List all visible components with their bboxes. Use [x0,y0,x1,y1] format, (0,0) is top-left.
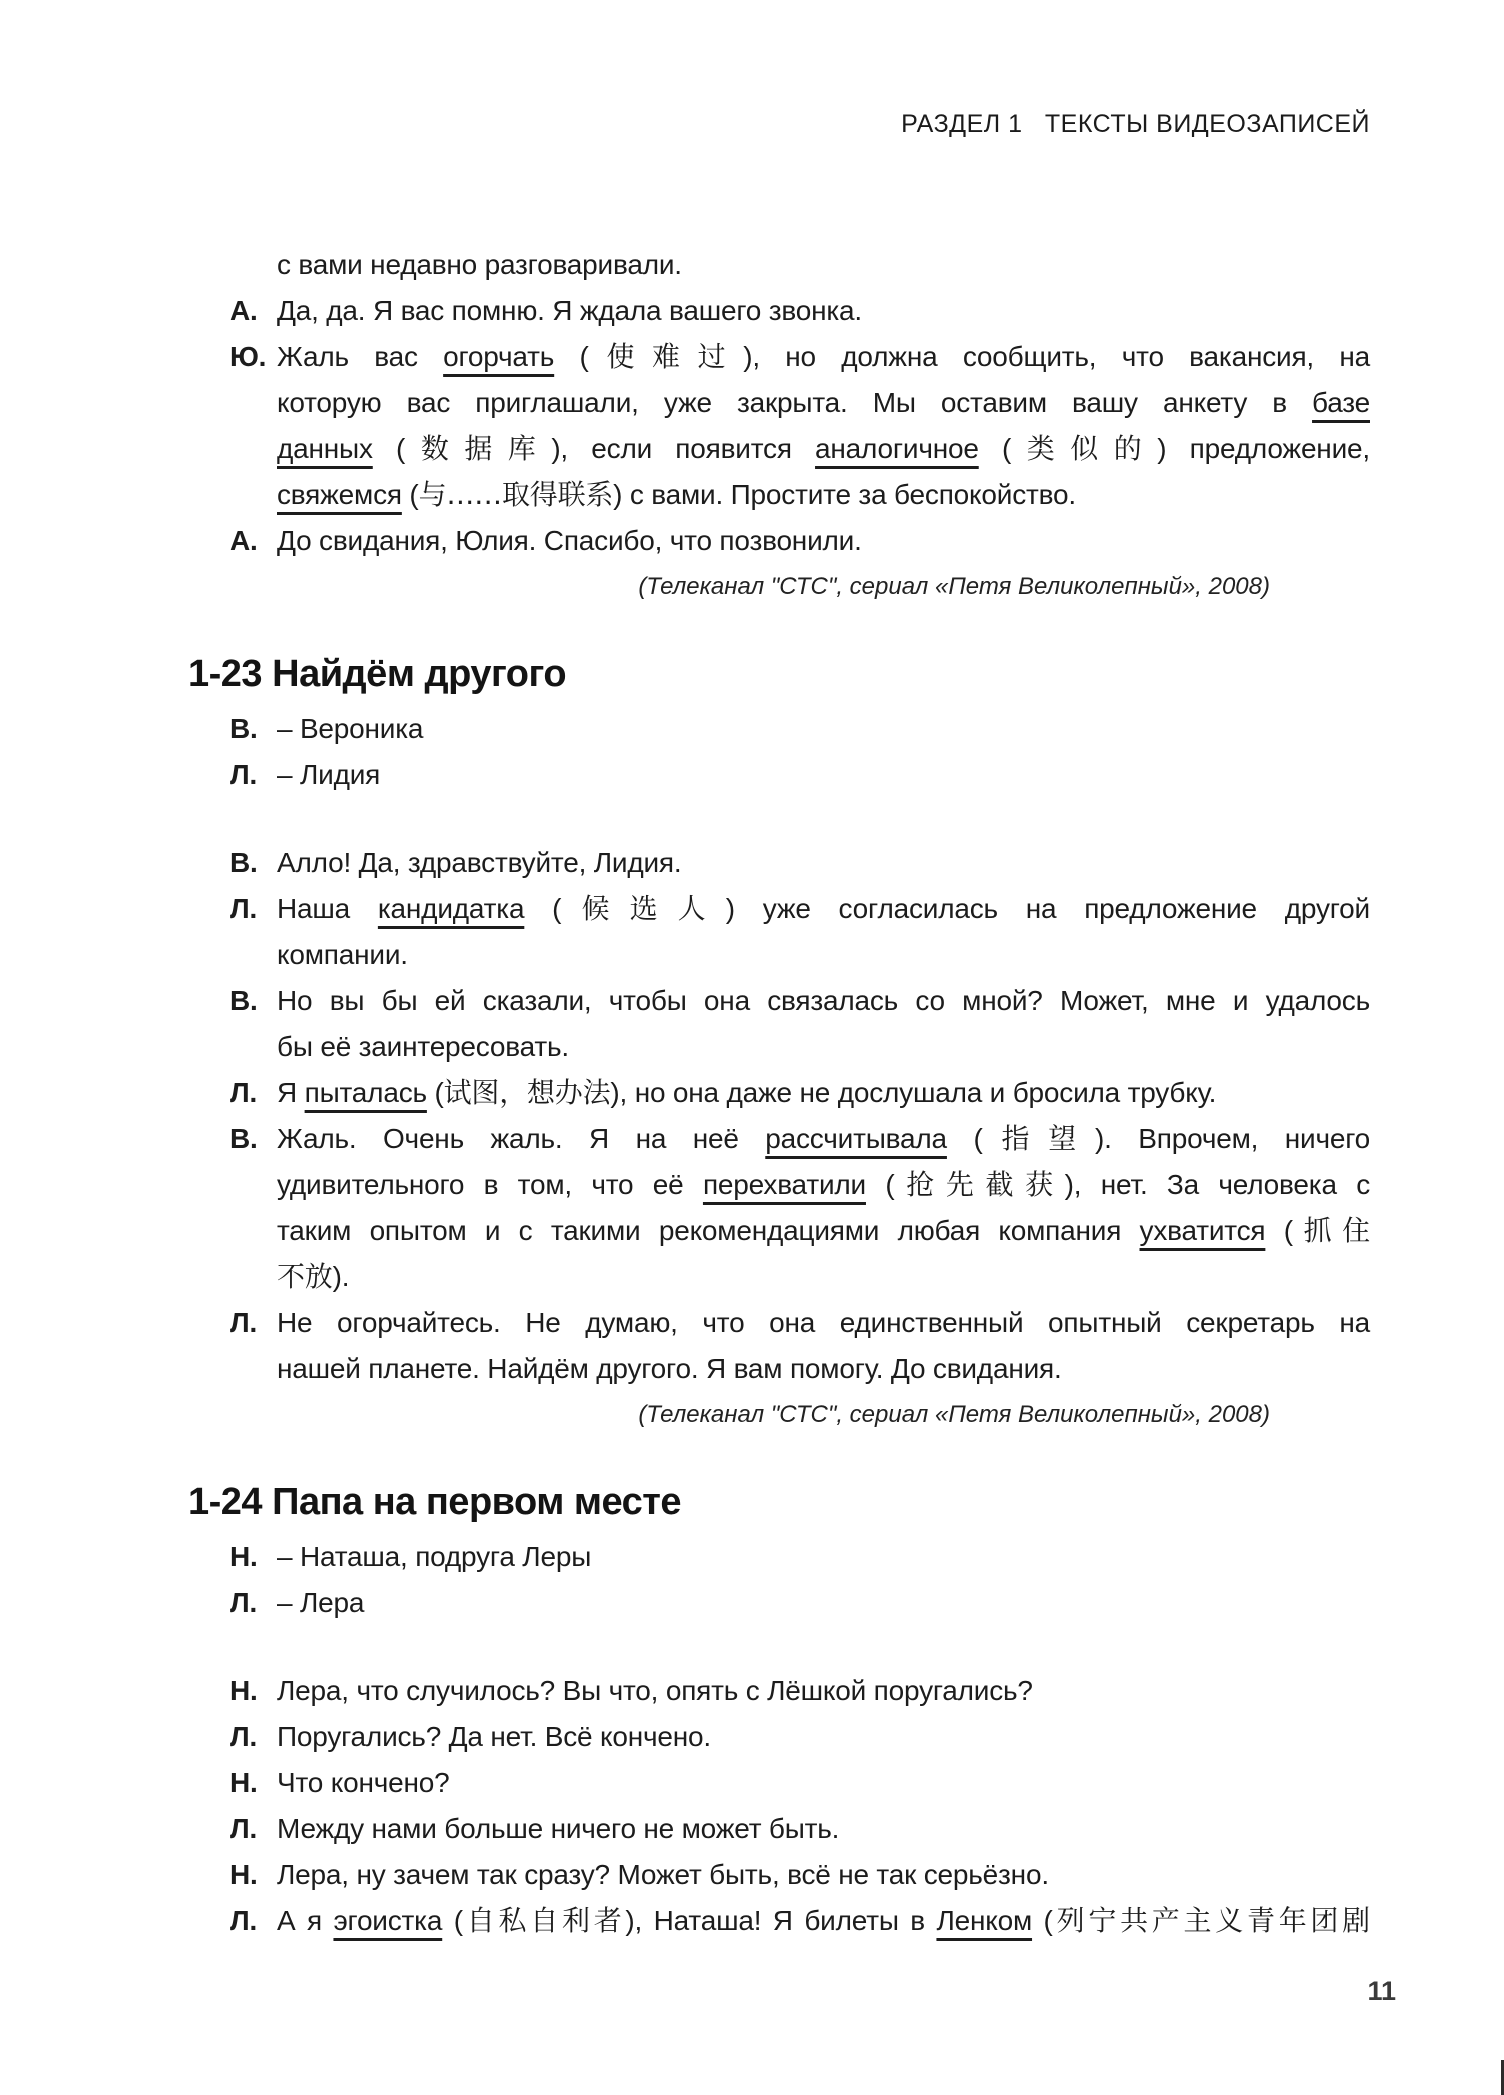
text-run: таким опытом и с такими рекомендациями любая компания [277,1215,1140,1246]
text-run: ( [978,433,1012,464]
text-run: Поругались? Да нет. Всё кончено. [277,1721,711,1752]
text-line [277,1760,1370,1806]
text-run: нашей планете. Найдём другого. Я вам помогу. До свидания. [277,1353,1062,1384]
text-line [277,334,1370,380]
text-line [277,426,1370,472]
dialogue-line [230,1760,1370,1806]
chinese-gloss: 候选人 [561,892,726,925]
text-line [277,886,1370,932]
speaker-label: Н. [230,1541,258,1572]
text-run: ), нет. За человека с [1064,1169,1370,1200]
underlined-term: кандидатка [377,893,525,924]
dialogue-line [230,978,1370,1070]
dialogue-line [230,1070,1370,1116]
text-line [277,1116,1370,1162]
section-number: 1-23 [188,653,273,695]
text-run: ( [524,893,562,924]
chinese-gloss: 抓住 [1292,1214,1370,1247]
dialogue-line [230,1668,1370,1714]
text-run: Да, да. Я вас помню. Я ждала вашего звонка. [277,295,862,326]
cast-line [230,1534,1370,1580]
text-run: удивительного в том, что её [277,1169,703,1200]
dialogue-line [230,1852,1370,1898]
speaker-label: В. [230,1123,258,1154]
text-run: ). Впрочем, ничего [1095,1123,1370,1154]
text-run: с вами недавно разговаривали. [277,249,682,280]
text-run: ), но она даже не дослушала и бросила трубку. [610,1077,1217,1108]
text-line [277,288,1370,334]
speaker-label: Ю. [230,341,267,372]
text-line [277,518,1370,564]
text-run: ). [332,1261,350,1292]
speaker-label: Л. [230,1307,258,1338]
text-run: ) предложение, [1157,433,1370,464]
page-number: 11 [1367,1976,1396,2006]
text-line [277,1346,1370,1392]
text-run: Но вы бы ей сказали, чтобы она связалась со мной? Может, мне и удалось [277,985,1370,1016]
cast-line [230,1580,1370,1626]
text-run: Жаль вас [277,341,444,372]
underlined-term: огорчать [443,341,555,372]
text-line [277,1162,1370,1208]
underlined-term: данных [277,433,373,464]
dialogue-line [230,1806,1370,1852]
section-heading [188,650,1370,698]
text-run: Я [277,1077,305,1108]
underlined-term: базе [1312,387,1370,418]
text-run: Жаль. Очень жаль. Я на неё [277,1123,766,1154]
text-run: ( [1265,1215,1293,1246]
text-run: Между нами больше ничего не может быть. [277,1813,840,1844]
text-run: Алло! Да, здравствуйте, Лидия. [277,847,682,878]
text-line [277,1254,1370,1300]
text-run: ) уже согласилась на предложение другой [725,893,1370,924]
speaker-label: Л. [230,1905,258,1936]
text-line [277,1070,1370,1116]
cast-line [230,706,1370,752]
speaker-label: В. [230,985,258,1016]
chinese-gloss: 试图，想办法 [443,1076,611,1109]
speaker-label: В. [230,847,258,878]
text-run: ( [401,479,419,510]
text-run: компании. [277,939,408,970]
text-line [277,1668,1370,1714]
underlined-term: перехватили [702,1169,866,1200]
text-line [277,1898,1370,1944]
text-run: ) с вами. Простите за беспокойство. [613,479,1076,510]
text-run: До свидания, Юлия. Спасибо, что позвонили. [277,525,862,556]
underlined-term: Ленком [936,1905,1033,1936]
running-header: РАЗДЕЛ 1 ТЕКСТЫ ВИДЕОЗАПИСЕЙ [901,110,1370,138]
cast-name: – Лидия [277,759,381,790]
cast-name: – Лера [277,1587,365,1618]
chinese-gloss: 列宁共产主义青年团剧 [1052,1904,1370,1937]
text-line [277,1806,1370,1852]
text-line [277,1208,1370,1254]
dialogue-line [230,1714,1370,1760]
underlined-term: ухватится [1139,1215,1266,1246]
text-run: ), Наташа! Я билеты в [625,1905,937,1936]
text-run: ), но должна сообщить, что вакансия, на [743,341,1370,372]
chinese-gloss: 类似的 [1011,432,1158,465]
text-run: Лера, что случилось? Вы что, опять с Лёшкой поругались? [277,1675,1033,1706]
text-line [277,1714,1370,1760]
chinese-gloss: 指望 [982,1122,1096,1155]
text-run: бы её заинтересовать. [277,1031,570,1062]
chinese-gloss: 与……取得联系 [418,478,614,511]
speaker-label: Л. [230,1077,258,1108]
chinese-gloss: 自私自利者 [462,1904,626,1937]
speaker-label: Н. [230,1859,258,1890]
dialogue-line [230,1898,1370,1944]
chinese-gloss: 不放 [277,1260,333,1293]
text-run: ), если появится [551,433,816,464]
section-title: Папа на первом месте [272,1481,682,1523]
dialogue-line [230,840,1370,886]
underlined-term: аналогичное [815,433,979,464]
section-number: 1-24 [188,1481,273,1523]
dialogue-line [230,334,1370,518]
chinese-gloss: 使难过 [588,340,744,373]
text-run: А я [277,1905,334,1936]
chinese-gloss: 数据库 [405,432,552,465]
cast-line [230,752,1370,798]
underlined-term: эгоистка [333,1905,443,1936]
text-line [277,978,1370,1024]
dialogue-line [230,288,1370,334]
underlined-term: рассчитывала [765,1123,947,1154]
speaker-label: Л. [230,1721,258,1752]
dialogue-line [230,886,1370,978]
text-line [277,380,1370,426]
text-run: ( [442,1905,463,1936]
speaker-label: Л. [230,893,258,924]
cast-name: – Наташа, подруга Леры [277,1541,592,1572]
speaker-label: В. [230,713,258,744]
cast-name: – Вероника [277,713,424,744]
chinese-gloss: 抢先截获 [894,1168,1065,1201]
section-heading [188,1478,1370,1526]
text-run: ( [426,1077,444,1108]
source-attribution: (Телеканал "СТС", сериал «Петя Великолепный», 2008) [638,1401,1270,1428]
dialogue-line [230,1300,1370,1392]
speaker-label: Н. [230,1675,258,1706]
speaker-label: Л. [230,1587,258,1618]
text-line [277,840,1370,886]
text-line [277,932,1370,978]
underlined-term: свяжемся [277,479,402,510]
dialogue-line [230,1116,1370,1300]
source-attribution: (Телеканал "СТС", сериал «Петя Великолепный», 2008) [638,573,1270,600]
dialogue-line [230,242,1370,288]
speaker-label: А. [230,525,258,556]
text-line [277,1024,1370,1070]
text-run: ( [372,433,406,464]
text-run: ( [554,341,589,372]
speaker-label: А. [230,295,258,326]
speaker-label: Л. [230,1813,258,1844]
text-run: Что кончено? [277,1767,450,1798]
text-line [277,472,1370,518]
speaker-label: Н. [230,1767,258,1798]
text-run: ( [865,1169,895,1200]
text-line [277,242,1370,288]
dialogue-line [230,518,1370,564]
text-line [277,1300,1370,1346]
section-title: Найдём другого [272,653,567,695]
speaker-label: Л. [230,759,258,790]
text-run: ( [946,1123,983,1154]
underlined-term: пыталась [304,1077,427,1108]
text-run: Лера, ну зачем так сразу? Может быть, всё не так серьёзно. [277,1859,1049,1890]
text-line [277,1852,1370,1898]
text-run: которую вас приглашали, уже закрыта. Мы оставим вашу анкету в [277,387,1313,418]
text-run: ( [1032,1905,1053,1936]
content [188,242,1370,1944]
text-run: Не огорчайтесь. Не думаю, что она единственный опытный секретарь на [277,1307,1370,1338]
text-run: Наша [277,893,378,924]
